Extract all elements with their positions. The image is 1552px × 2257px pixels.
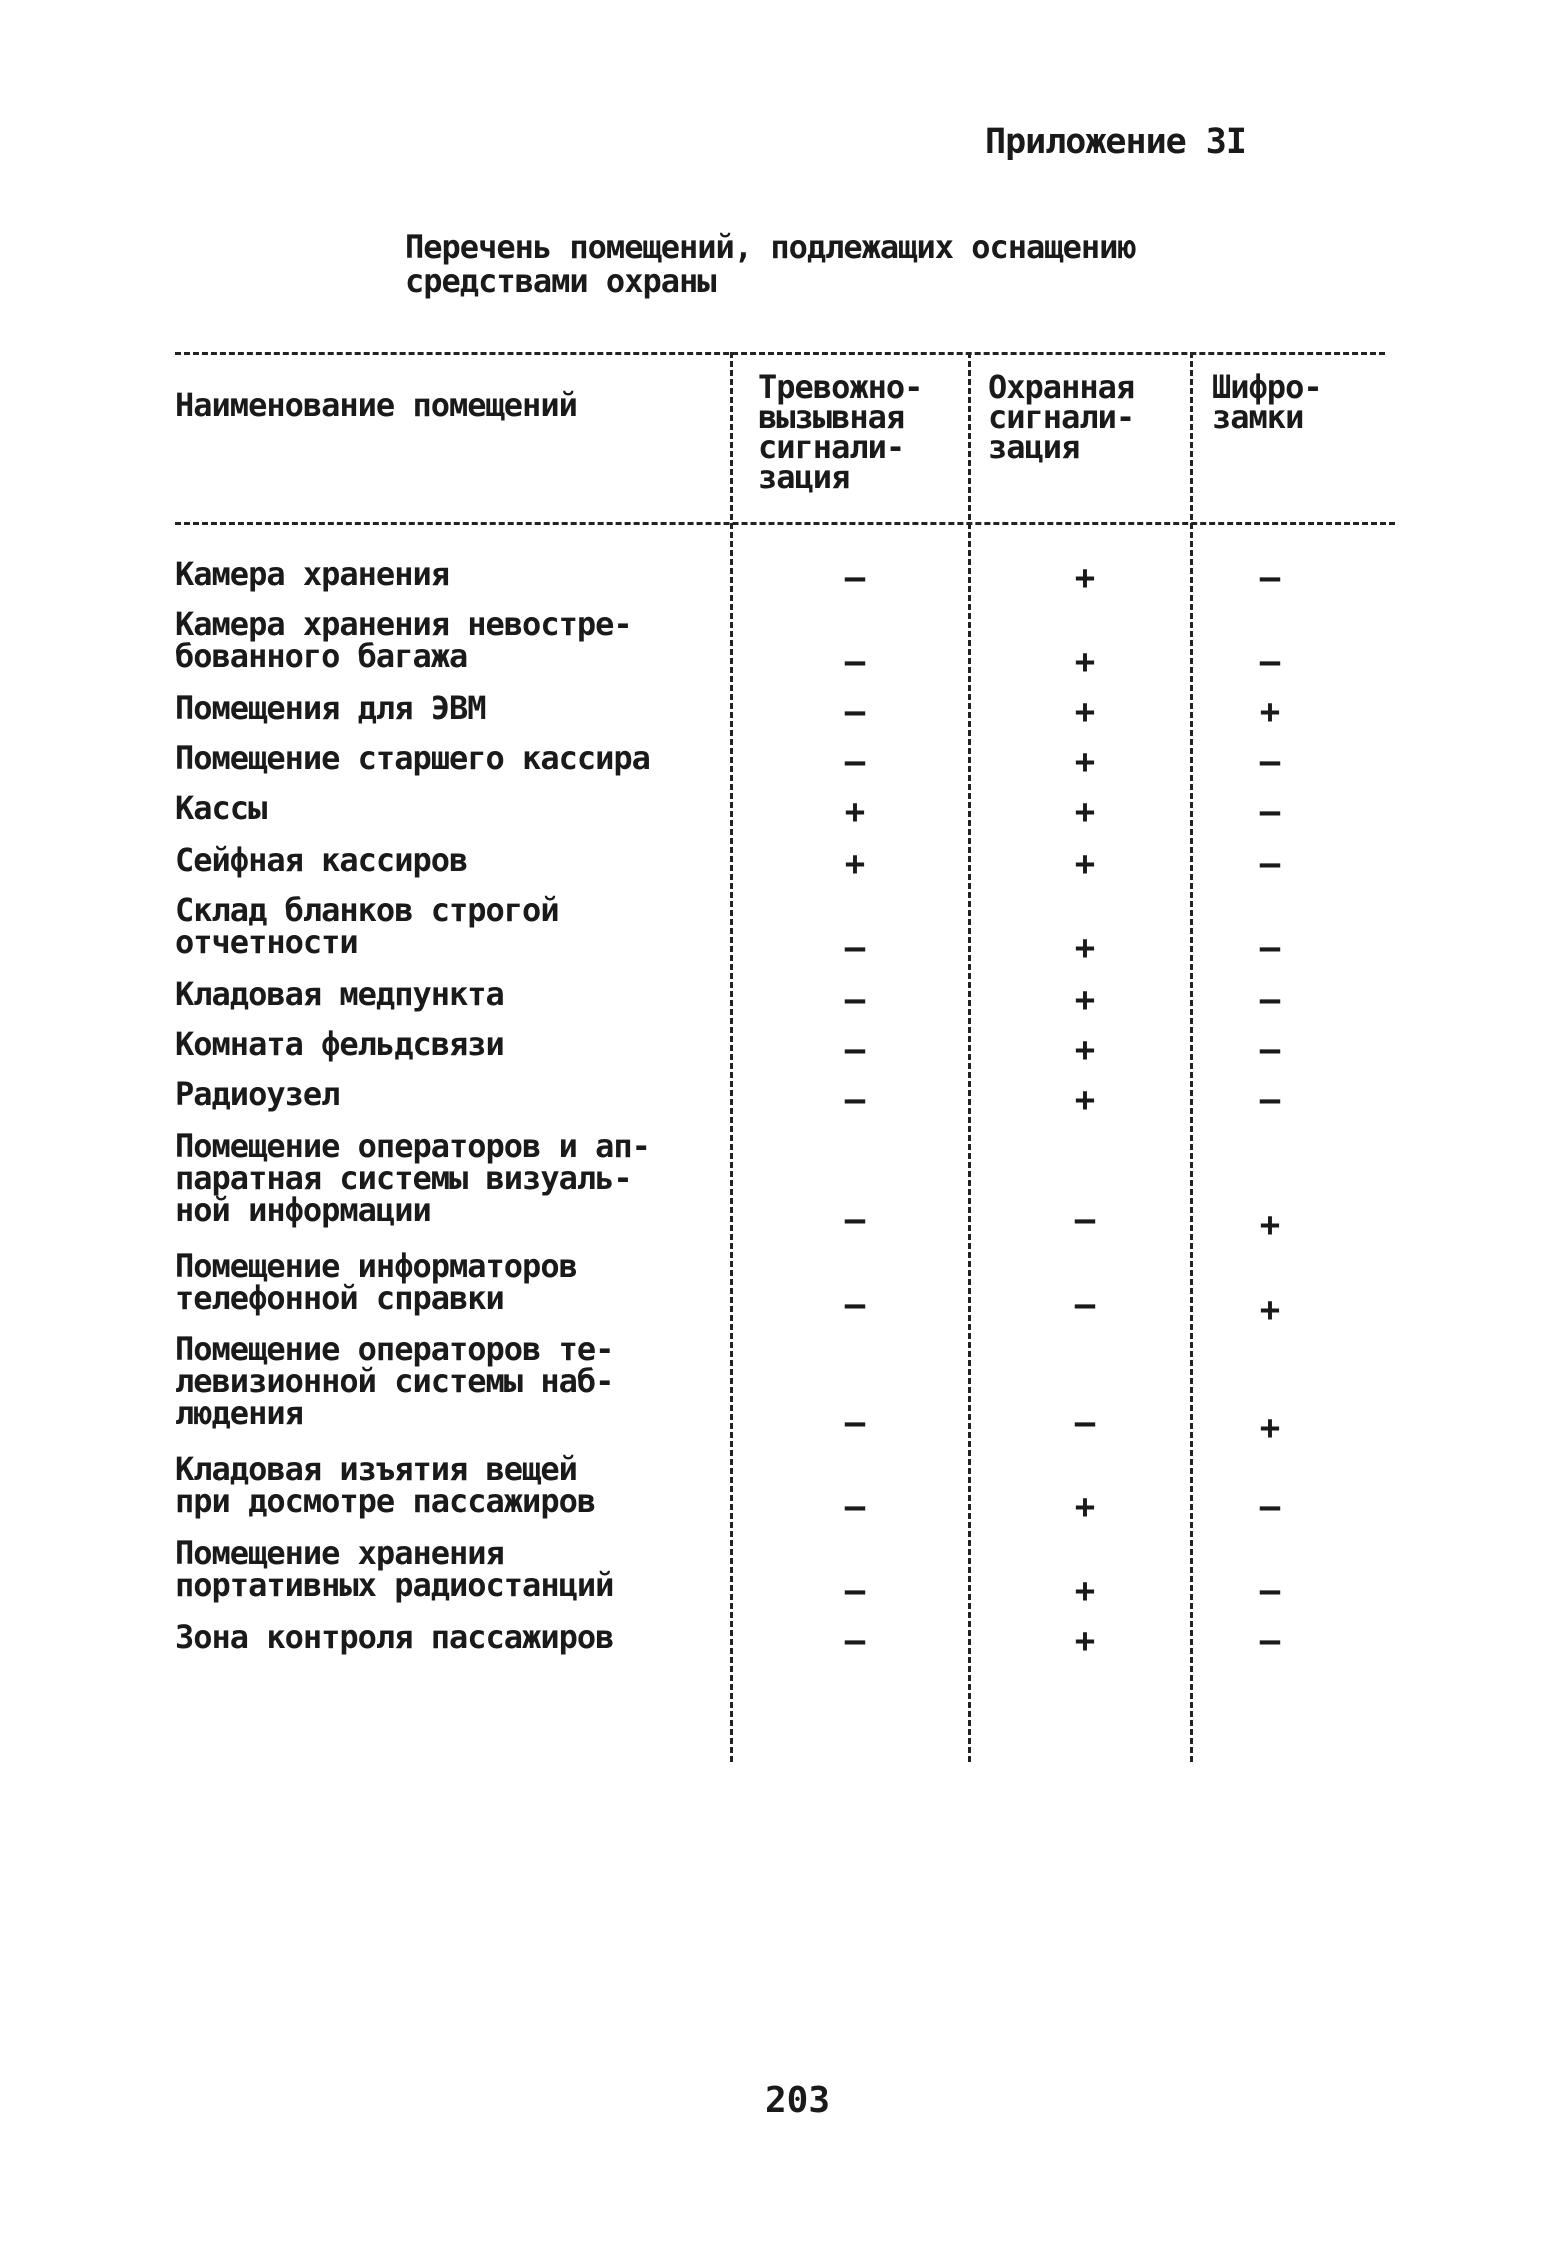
alarm-mark: + [844,844,866,884]
alarm-mark: – [844,1621,866,1661]
alarm-mark: – [844,1200,866,1240]
table-top-rule [175,352,1385,355]
column-divider-2 [968,352,971,1762]
column-header-alarm: Тревожно- вызывная сигнали- зация [758,368,923,496]
room-name: Кладовая изъятия вещей при досмотре пассажиров [175,1450,596,1520]
alarm-mark: – [844,642,866,682]
locks-mark: – [1259,742,1281,782]
column-header-security: Охранная сигнали- зация [988,368,1135,466]
security-mark: – [1074,1403,1096,1443]
locks-mark: – [1259,1571,1281,1611]
alarm-mark: – [844,742,866,782]
room-name: Помещение операторов и ап- паратная системы визуаль- ной информации [175,1127,650,1229]
security-mark: – [1074,1285,1096,1325]
locks-mark: – [1259,558,1281,598]
locks-mark: – [1259,844,1281,884]
room-name: Помещение операторов те- левизионной системы наб- людения [175,1330,614,1432]
room-name: Камера хранения невостре- бованного багажа [175,605,632,675]
security-mark: + [1074,792,1096,832]
room-name: Помещения для ЭВМ [175,689,486,727]
document-title [405,230,1136,298]
locks-mark: + [1259,1205,1281,1245]
locks-mark: – [1259,1487,1281,1527]
security-mark: + [1074,642,1096,682]
alarm-mark: – [844,928,866,968]
security-mark: + [1074,1487,1096,1527]
security-mark: + [1074,1571,1096,1611]
security-mark: + [1074,1030,1096,1070]
column-divider-1 [730,352,733,1762]
table-header-rule [175,522,1395,525]
security-mark: + [1074,742,1096,782]
room-name: Зона контроля пассажиров [175,1618,614,1656]
security-mark: + [1074,980,1096,1020]
column-divider-3 [1190,352,1193,1762]
room-name: Кассы [175,789,267,827]
locks-mark: – [1259,792,1281,832]
alarm-mark: – [844,1080,866,1120]
locks-mark: + [1259,1290,1281,1330]
locks-mark: – [1259,928,1281,968]
appendix-label: Приложение 3I [985,122,1246,162]
security-mark: + [1074,692,1096,732]
security-mark: + [1074,844,1096,884]
room-name: Кладовая медпункта [175,975,504,1013]
security-mark: + [1074,1080,1096,1120]
security-mark: + [1074,928,1096,968]
room-name: Камера хранения [175,555,449,593]
security-mark: + [1074,558,1096,598]
column-header-name: Наименование помещений [175,386,577,424]
alarm-mark: – [844,1487,866,1527]
locks-mark: – [1259,642,1281,682]
alarm-mark: – [844,980,866,1020]
alarm-mark: – [844,1571,866,1611]
alarm-mark: – [844,692,866,732]
alarm-mark: – [844,558,866,598]
room-name: Помещение старшего кассира [175,739,650,777]
locks-mark: – [1259,1030,1281,1070]
alarm-mark: + [844,792,866,832]
title-line-1: Перечень помещений, подлежащих оснащению [405,228,1136,266]
locks-mark: – [1259,1621,1281,1661]
room-name: Сейфная кассиров [175,841,468,879]
alarm-mark: – [844,1030,866,1070]
room-name: Помещение хранения портативных радиостанций [175,1534,614,1604]
locks-mark: – [1259,980,1281,1020]
security-mark: + [1074,1621,1096,1661]
room-name: Радиоузел [175,1075,340,1113]
room-name: Склад бланков строгой отчетности [175,891,559,961]
alarm-mark: – [844,1403,866,1443]
locks-mark: + [1259,1408,1281,1448]
security-mark: – [1074,1200,1096,1240]
page-number: 203 [765,2080,831,2121]
column-header-locks: Шифро- замки [1212,368,1322,436]
locks-mark: + [1259,692,1281,732]
alarm-mark: – [844,1285,866,1325]
title-line-2: средствами охраны [405,262,716,300]
room-name: Помещение информаторов телефонной справки [175,1247,577,1317]
room-name: Комната фельдсвязи [175,1025,504,1063]
locks-mark: – [1259,1080,1281,1120]
